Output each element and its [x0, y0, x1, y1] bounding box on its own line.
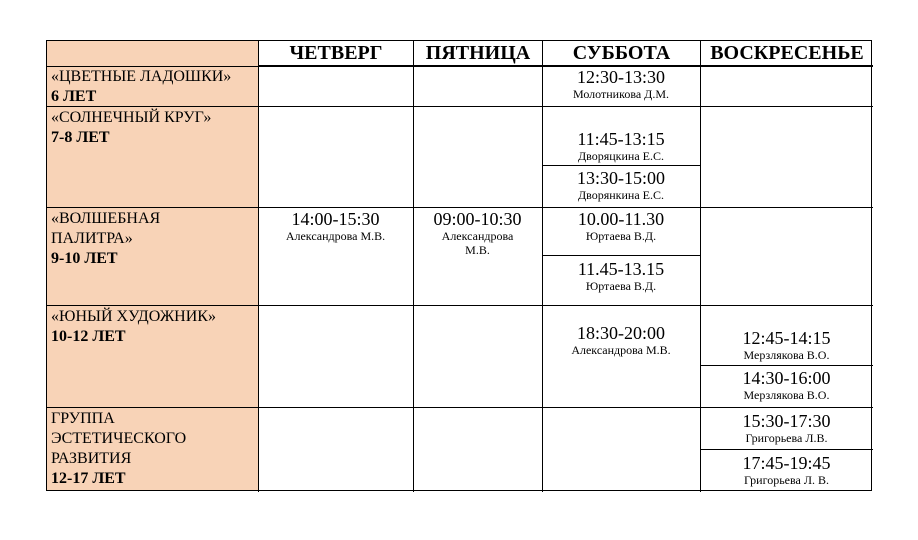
group-name-line: ПАЛИТРА» [51, 230, 133, 247]
row-divider [47, 207, 873, 208]
group-label-3 [51, 209, 160, 269]
header-day-sunday: ВОСКРЕСЕНЬЕ [701, 41, 873, 66]
subcell-divider [542, 165, 700, 166]
group-name-line: ЭСТЕТИЧЕСКОГО [51, 430, 187, 447]
slot-time: 14:00-15:30 [291, 209, 380, 229]
header-day-thursday: ЧЕТВЕРГ [259, 41, 413, 66]
slot-row3-saturday-2 [542, 259, 700, 293]
slot-teacher: Григорьева Л.В. [745, 431, 828, 445]
grid-col-line [413, 41, 414, 492]
group-name-line: «ВОЛШЕБНАЯ [51, 210, 161, 227]
group-column-header [47, 41, 258, 66]
slot-row4-sunday-1 [700, 328, 873, 362]
slot-teacher: Молотникова Д.М. [572, 87, 670, 101]
slot-row2-saturday-2 [542, 168, 700, 202]
slot-teacher: Александрова М.В. [571, 343, 671, 357]
slot-time: 10.00-11.30 [577, 209, 665, 229]
slot-row4-saturday [542, 323, 700, 357]
row-divider [47, 305, 873, 306]
schedule-table [46, 40, 872, 491]
group-label-5 [51, 409, 186, 489]
group-label-2 [51, 108, 211, 148]
group-label-4 [51, 307, 216, 347]
subcell-divider [542, 255, 700, 256]
slot-teacher: Александрова М.В. [285, 229, 386, 243]
slot-row1-saturday [542, 67, 700, 101]
slot-teacher: Юртаева В.Д. [585, 279, 657, 293]
group-name-line: ГРУППА [51, 410, 115, 427]
slot-row5-sunday-2 [700, 453, 873, 487]
slot-time: 11.45-13.15 [577, 259, 665, 279]
slot-time: 17:45-19:45 [742, 453, 831, 473]
slot-time: 09:00-10:30 [433, 209, 522, 229]
header-day-saturday: СУББОТА [543, 41, 700, 66]
slot-time: 11:45-13:15 [577, 129, 665, 149]
group-label-1 [51, 67, 231, 107]
slot-teacher: Григорьева Л. В. [743, 473, 829, 487]
slot-time: 18:30-20:00 [577, 323, 665, 343]
slot-time: 13:30-15:00 [577, 168, 665, 188]
slot-row3-friday [413, 209, 542, 257]
slot-time: 12:30-13:30 [577, 67, 665, 87]
group-age: 9-10 ЛЕТ [51, 250, 118, 267]
grid-col-line [258, 41, 259, 492]
row-divider [47, 407, 873, 408]
slot-row2-saturday-1 [542, 129, 700, 163]
slot-time: 15:30-17:30 [742, 411, 831, 431]
group-age: 12-17 ЛЕТ [51, 470, 126, 487]
slot-teacher-line: Александрова [441, 229, 514, 243]
header-day-friday: ПЯТНИЦА [414, 41, 542, 66]
group-age: 10-12 ЛЕТ [51, 328, 126, 345]
slot-teacher: Мерзлякова В.О. [743, 388, 830, 402]
slot-row5-sunday-1 [700, 411, 873, 445]
slot-time: 14:30-16:00 [742, 368, 831, 388]
slot-time: 12:45-14:15 [742, 328, 831, 348]
group-age: 6 ЛЕТ [51, 88, 97, 105]
slot-teacher: Юртаева В.Д. [585, 229, 657, 243]
slot-teacher-line: М.В. [465, 243, 490, 257]
slot-row4-sunday-2 [700, 368, 873, 402]
subcell-divider [700, 449, 873, 450]
slot-teacher: Мерзлякова В.О. [743, 348, 830, 362]
slot-teacher: Дворянкина Е.С. [577, 188, 665, 202]
subcell-divider [700, 365, 873, 366]
group-age: 7-8 ЛЕТ [51, 129, 110, 146]
slot-row3-thursday [258, 209, 413, 243]
slot-teacher: Дворяцкина Е.С. [577, 149, 665, 163]
group-name: «СОЛНЕЧНЫЙ КРУГ» [51, 109, 212, 126]
group-name: «ЮНЫЙ ХУДОЖНИК» [51, 308, 216, 325]
group-name: «ЦВЕТНЫЕ ЛАДОШКИ» [51, 68, 232, 85]
group-name-line: РАЗВИТИЯ [51, 450, 132, 467]
slot-row3-saturday-1 [542, 209, 700, 243]
